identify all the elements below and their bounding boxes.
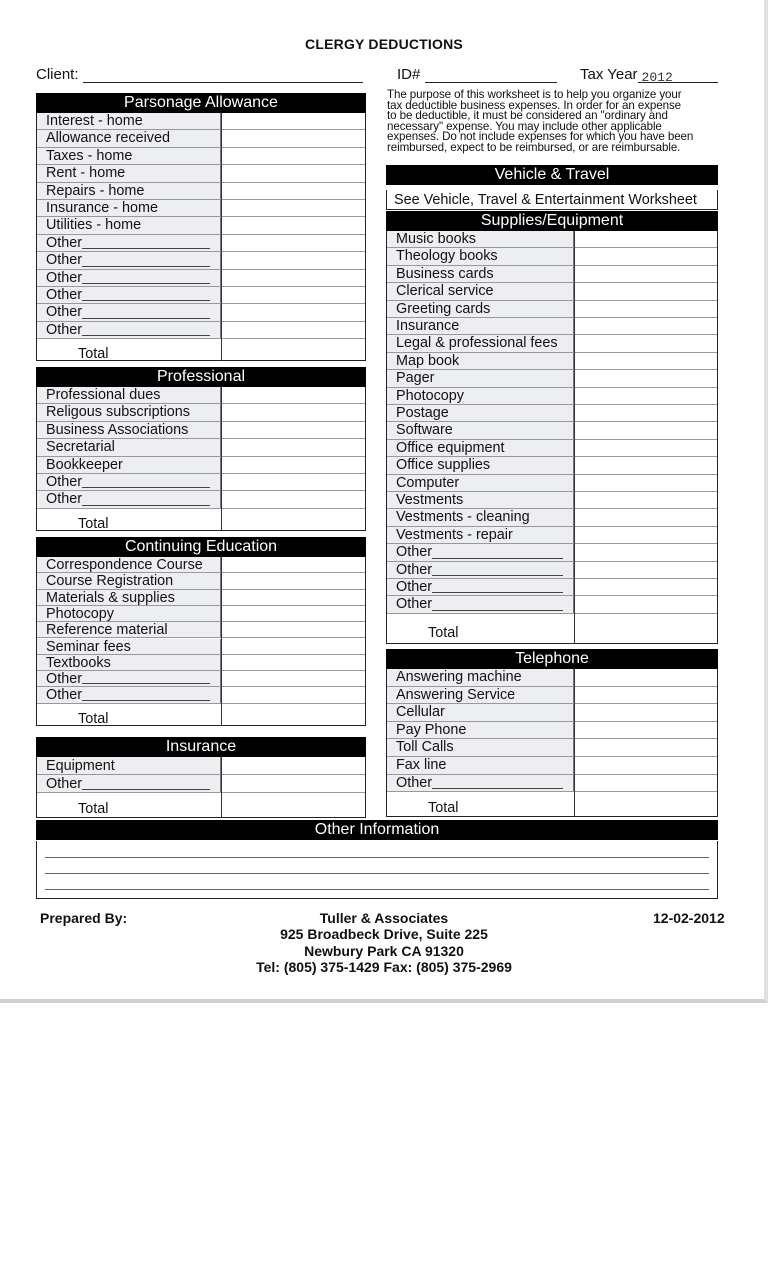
education-header: Continuing Education <box>36 537 366 557</box>
telephone-row-label: Fax line <box>386 757 574 774</box>
parsonage-row-label: Other <box>36 304 221 320</box>
supplies-divider <box>574 231 575 644</box>
professional-row-label: Religous subscriptions <box>36 404 221 420</box>
parsonage-row-label: Repairs - home <box>36 183 221 199</box>
professional-row-label: Professional dues <box>36 387 221 403</box>
supplies-row-label: Clerical service <box>386 283 574 299</box>
purpose-line: The purpose of this worksheet is to help you organize your <box>387 88 682 101</box>
insurance-frame <box>36 757 366 818</box>
id-input-line[interactable] <box>425 68 557 83</box>
education-row-label: Seminar fees <box>36 639 221 654</box>
other-info-header: Other Information <box>36 820 718 840</box>
supplies-row-label: Office equipment <box>386 440 574 456</box>
supplies-row-label: Greeting cards <box>386 301 574 317</box>
firm-name: Tuller & Associates <box>319 910 449 926</box>
insurance-total-label: Total <box>78 801 109 817</box>
supplies-row-label: Business cards <box>386 266 574 282</box>
professional-row-label: Other <box>36 491 221 507</box>
supplies-row-label: Office supplies <box>386 457 574 473</box>
parsonage-frame <box>36 113 366 361</box>
professional-frame <box>36 387 366 531</box>
parsonage-total-label: Total <box>78 346 109 363</box>
insurance-row-label: Equipment <box>36 757 221 774</box>
other-info-area[interactable] <box>36 841 718 899</box>
parsonage-row-label: Rent - home <box>36 165 221 181</box>
telephone-row-label: Pay Phone <box>386 722 574 739</box>
supplies-total-label: Total <box>428 624 459 641</box>
telephone-row-label: Toll Calls <box>386 739 574 756</box>
purpose-paragraph <box>387 90 732 154</box>
education-row-label: Materials & supplies <box>36 590 221 605</box>
supplies-row-label: Other <box>386 579 574 595</box>
education-row-label: Correspondence Course <box>36 557 221 572</box>
telephone-divider <box>574 669 575 817</box>
insurance-header: Insurance <box>36 737 366 757</box>
education-row-label: Textbooks <box>36 655 221 670</box>
prepared-by-label: Prepared By: <box>40 910 128 926</box>
purpose-line: necessary" expense. You may include other applicable <box>387 119 662 133</box>
supplies-row-label: Vestments <box>386 492 574 508</box>
telephone-row-label: Answering machine <box>386 669 574 686</box>
parsonage-header: Parsonage Allowance <box>36 93 366 113</box>
supplies-row-label: Vestments - cleaning <box>386 509 574 525</box>
supplies-row-label: Insurance <box>386 318 574 334</box>
supplies-row-label: Theology books <box>386 248 574 264</box>
id-field[interactable] <box>397 66 557 83</box>
supplies-row-label: Legal & professional fees <box>386 335 574 351</box>
supplies-row-label: Vestments - repair <box>386 527 574 543</box>
purpose-line: expenses. Do not include expenses for which you have been <box>387 130 694 144</box>
education-row-label: Course Registration <box>36 573 221 588</box>
purpose-line: tax deductible business expenses. In order for an expense <box>387 98 681 112</box>
parsonage-row-label: Other <box>36 235 221 251</box>
professional-row-label: Bookkeeper <box>36 457 221 473</box>
professional-total-label: Total <box>78 515 109 532</box>
tax-year-value: 2012 <box>641 70 673 85</box>
supplies-row-label: Music books <box>386 231 574 247</box>
client-label: Client: <box>36 66 79 83</box>
professional-row-label: Secretarial <box>36 439 221 455</box>
parsonage-row-label: Other <box>36 270 221 286</box>
education-row-label: Photocopy <box>36 606 221 621</box>
education-row-label: Other <box>36 687 221 702</box>
prepared-date: 12-02-2012 <box>653 910 725 926</box>
client-field[interactable] <box>36 66 363 83</box>
insurance-row-label: Other <box>36 775 221 792</box>
telephone-row-label: Other <box>386 775 574 792</box>
id-label: ID# <box>397 66 421 83</box>
professional-header: Professional <box>36 367 366 387</box>
telephone-row-label: Cellular <box>386 704 574 721</box>
vehicle-worksheet-note <box>386 190 718 210</box>
parsonage-row-label: Utilities - home <box>36 217 221 233</box>
supplies-row-label: Computer <box>386 475 574 491</box>
professional-divider <box>221 387 222 531</box>
supplies-row-label: Map book <box>386 353 574 369</box>
education-row-label: Reference material <box>36 622 221 637</box>
parsonage-row-label: Taxes - home <box>36 148 221 164</box>
parsonage-row-label: Allowance received <box>36 130 221 146</box>
education-row-label: Other <box>36 671 221 686</box>
professional-row-label: Business Associations <box>36 422 221 438</box>
vehicle-header: Vehicle & Travel <box>386 165 718 185</box>
parsonage-row-label: Other <box>36 287 221 303</box>
supplies-header: Supplies/Equipment <box>386 211 718 231</box>
tax-year-input-line[interactable] <box>638 68 718 83</box>
purpose-line: reimbursed, expect to be reimbursed, or are reimbursable. <box>387 140 681 154</box>
telephone-frame <box>386 669 718 817</box>
other-info-line[interactable] <box>45 857 709 858</box>
parsonage-row-label: Interest - home <box>36 113 221 129</box>
telephone-total-label: Total <box>428 800 459 817</box>
telephone-header: Telephone <box>386 649 718 669</box>
supplies-row-label: Software <box>386 422 574 438</box>
education-divider <box>221 557 222 726</box>
other-info-line[interactable] <box>45 889 709 890</box>
professional-row-label: Other <box>36 474 221 490</box>
tax-year-label: Tax Year <box>580 66 638 83</box>
parsonage-row-label: Insurance - home <box>36 200 221 216</box>
supplies-row-label: Pager <box>386 370 574 386</box>
firm-phones: Tel: (805) 375-1429 Fax: (805) 375-2969 <box>256 958 512 975</box>
education-total-label: Total <box>78 710 109 727</box>
purpose-line: to be deductible, it must be considered an "ordinary and <box>387 109 668 123</box>
parsonage-divider <box>221 113 222 361</box>
firm-address-line2: Newbury Park CA 91320 <box>304 942 464 959</box>
supplies-row-label: Photocopy <box>386 388 574 404</box>
supplies-row-label: Other <box>386 596 574 612</box>
page-title: CLERGY DEDUCTIONS <box>305 36 463 52</box>
client-input-line[interactable] <box>83 68 363 83</box>
parsonage-row-label: Other <box>36 322 221 338</box>
other-info-line[interactable] <box>45 873 709 874</box>
supplies-row-label: Postage <box>386 405 574 421</box>
supplies-row-label: Other <box>386 562 574 578</box>
insurance-divider <box>221 757 222 818</box>
education-frame <box>36 557 366 726</box>
parsonage-row-label: Other <box>36 252 221 268</box>
tax-year-field[interactable] <box>580 66 718 83</box>
telephone-row-label: Answering Service <box>386 687 574 704</box>
supplies-row-label: Other <box>386 544 574 560</box>
firm-address-line1: 925 Broadbeck Drive, Suite 225 <box>280 926 488 943</box>
vehicle-note-text: See Vehicle, Travel & Entertainment Worksheet <box>394 192 697 208</box>
supplies-frame <box>386 231 718 644</box>
